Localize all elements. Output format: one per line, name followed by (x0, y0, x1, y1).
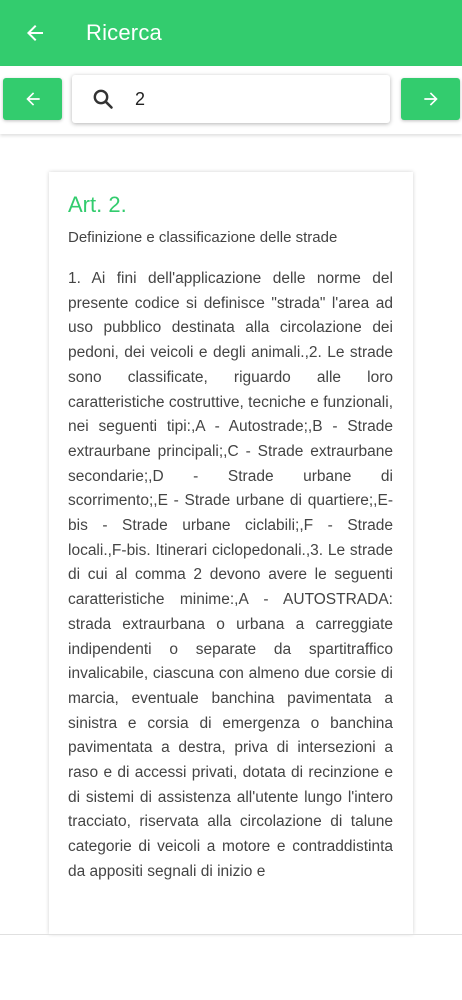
page-title: Ricerca (86, 20, 162, 45)
arrow-left-icon (23, 89, 43, 109)
arrow-right-icon (421, 89, 441, 109)
app-bar (0, 0, 462, 66)
search-icon (91, 87, 115, 111)
search-toolbar (0, 66, 462, 134)
article-text: 1. Ai fini dell'applicazione delle norme del presente codice si definisce "strada" l'area ad uso pubblico destinata alla circolazione dei pedoni, dei veicoli e degli animali.,2. Le strade sono classificate, riguardo alle loro caratteristiche costruttive, tecniche e funzionali, nei seguenti tipi:,A - Autostrade;,B - Strade extraurbane principali;,C - Strade extraurbane secondarie;,D - Strade urbane di scorrimento;,E - Strade urbane di quartiere;,E-bis - Strade urbane ciclabili;,F - Strade locali.,F-bis. Itinerari ciclopedonali.,3. Le strade di cui al comma 2 devono avere le seguenti caratteristiche minime:,A - AUTOSTRADA: strada extraurbana o urbana a carreggiate indipendenti o separate da spartitraffico invalicabile, ciascuna con almeno due corsie di marcia, eventuale banchina pavimentata a sinistra e corsia di emergenza o banchina pavimentata a destra, priva di intersezioni a raso e di accessi privati, dotata di recinzione e di sistemi di assistenza all'utente lungo l'intero tracciato, riservata alla circolazione di talune categorie di veicoli a motore e contraddistinta da appositi segnali di inizio e (68, 270, 393, 880)
bottom-divider (0, 934, 462, 935)
arrow-left-icon (23, 21, 47, 45)
article-title: Definizione e classificazione delle strade (68, 229, 338, 246)
article-card (49, 172, 413, 934)
previous-result-button[interactable] (3, 78, 62, 120)
next-result-button[interactable] (401, 78, 460, 120)
article-number: Art. 2. (68, 192, 127, 217)
search-box (72, 75, 390, 123)
search-input[interactable] (135, 89, 365, 110)
back-button[interactable] (0, 0, 68, 66)
